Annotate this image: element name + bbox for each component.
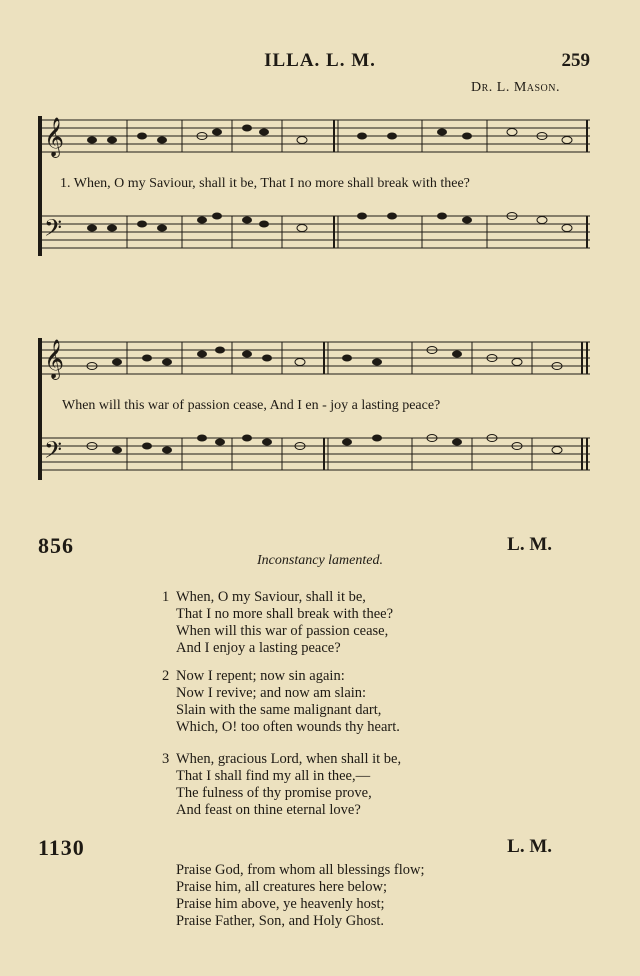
treble-staff [42, 340, 592, 384]
stanza-number: 3 [162, 751, 170, 767]
hymn-number: 1130 [38, 835, 85, 860]
hymn-title: Inconstancy lamented. [257, 553, 383, 568]
hymn-meter: L. M. [507, 534, 552, 555]
stanza-line: The fulness of thy promise prove, [176, 785, 372, 801]
stanza-3 [162, 751, 401, 819]
svg-text:𝄢: 𝄢 [44, 438, 63, 469]
stanza-line: That I shall find my all in thee,— [176, 768, 371, 784]
stanza-number: 1 [162, 589, 170, 605]
page-number: 259 [561, 50, 590, 71]
system-1-lyrics: 1. When, O my Saviour, shall it be, That I no more shall break with thee? [60, 176, 470, 191]
stanza-line: When will this war of passion cease, [176, 623, 389, 639]
doxology-line: Praise Father, Son, and Holy Ghost. [176, 913, 385, 929]
stanza-line: Now I revive; and now am slain: [176, 685, 367, 701]
svg-text:𝄢: 𝄢 [44, 216, 63, 247]
stanza-line: That I no more shall break with thee? [176, 606, 394, 622]
stanza-line: And feast on thine eternal love? [176, 802, 361, 818]
stanza-1 [162, 589, 393, 657]
svg-text:𝄞: 𝄞 [44, 119, 65, 156]
tune-title: ILLA. L. M. [264, 50, 376, 71]
doxology-line: Praise him, all creatures here below; [176, 879, 387, 895]
stanza-line: Which, O! too often wounds thy heart. [176, 719, 400, 735]
stanza-line: When, O my Saviour, shall it be, [176, 589, 366, 605]
stanza-2 [162, 668, 400, 736]
doxology [176, 862, 425, 930]
stanza-line: When, gracious Lord, when shall it be, [176, 751, 402, 767]
stanza-line: Slain with the same malignant dart, [176, 702, 382, 718]
hymn-number: 856 [38, 533, 74, 558]
doxology-line: Praise God, from whom all blessings flow; [176, 862, 425, 878]
bass-staff [42, 436, 592, 480]
hymn-meter: L. M. [507, 836, 552, 857]
stanza-number: 2 [162, 668, 170, 684]
stanza-line: Now I repent; now sin again: [176, 668, 345, 684]
svg-text:𝄞: 𝄞 [44, 341, 65, 378]
stanza-line: And I enjoy a lasting peace? [176, 640, 341, 656]
doxology-line: Praise him above, ye heavenly host; [176, 896, 385, 912]
system-2-lyrics: When will this war of passion cease, And I en - joy a lasting peace? [62, 398, 441, 413]
composer-credit: Dr. L. Mason. [470, 80, 560, 95]
